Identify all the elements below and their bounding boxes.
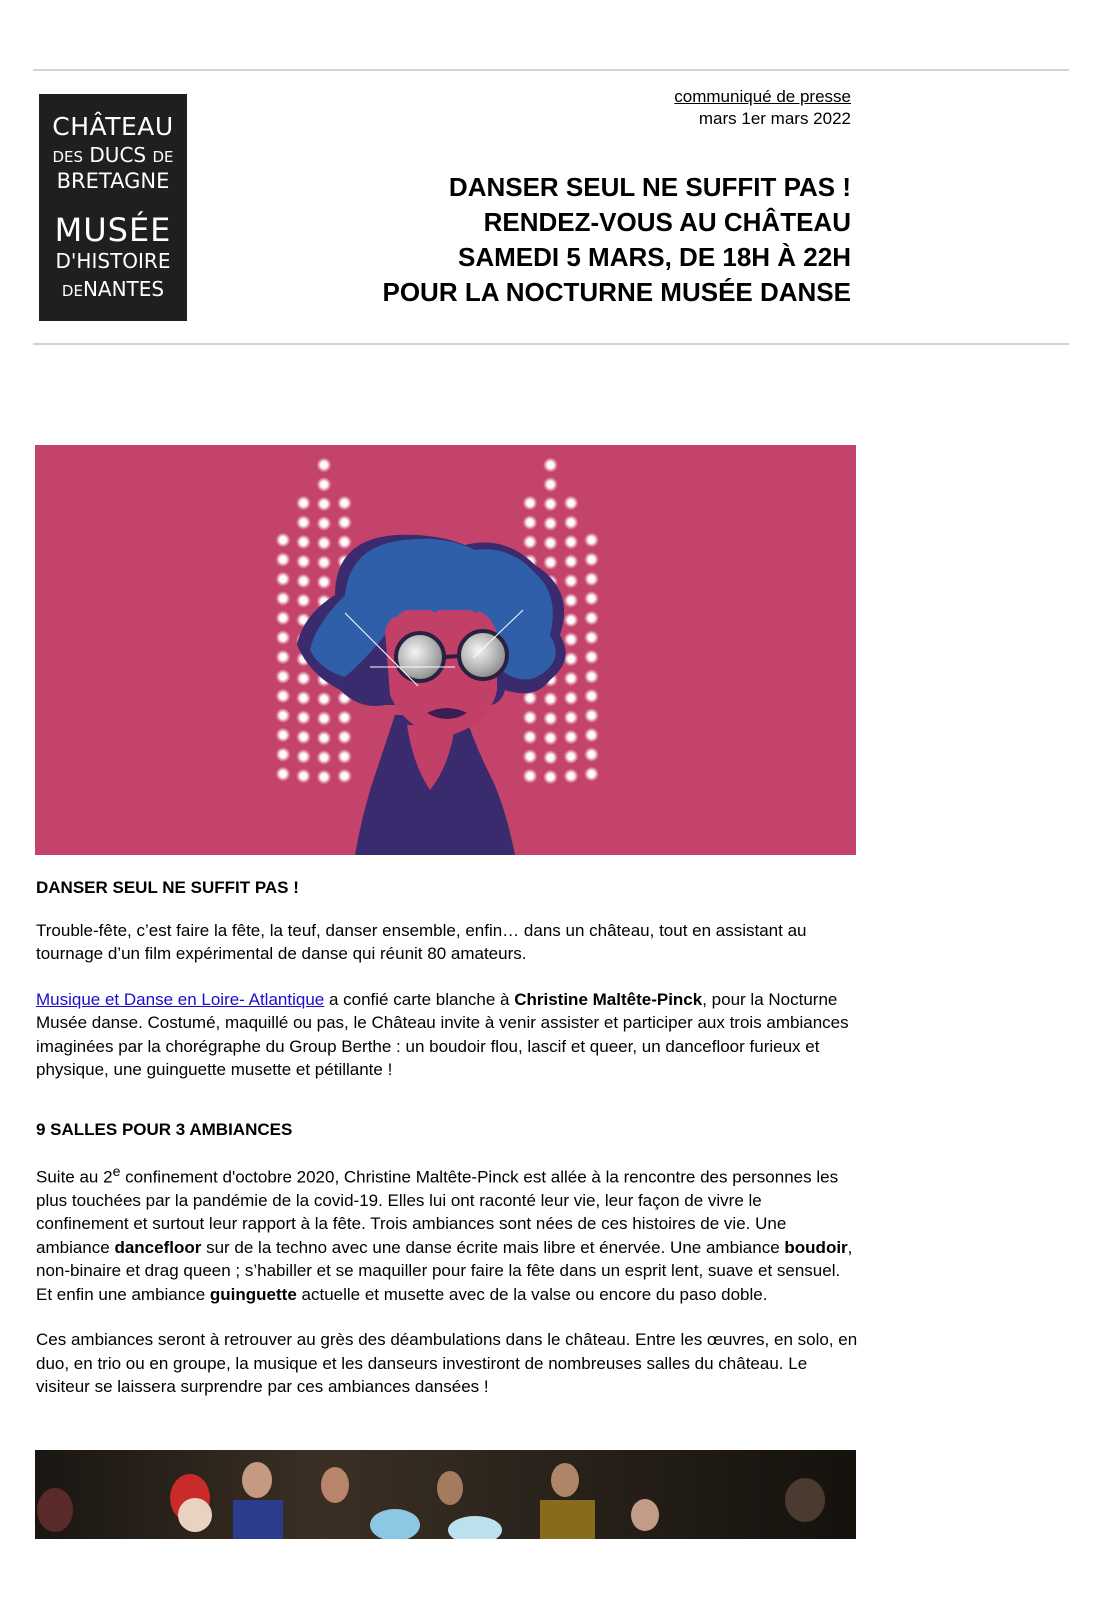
light-dot <box>543 750 558 765</box>
text-run: a confié carte blanche à <box>324 989 515 1009</box>
light-dot <box>584 747 599 762</box>
light-dot <box>564 593 579 608</box>
light-dot <box>523 769 538 784</box>
dancer <box>178 1498 212 1532</box>
headline-line: SAMEDI 5 MARS, DE 18H À 22H <box>458 242 851 272</box>
light-dot <box>523 710 538 725</box>
light-dot <box>564 535 579 550</box>
light-dot <box>276 650 291 665</box>
text-run: , non-binaire et drag queen ; s’habiller et se maquiller pour faire la fête dans un esprit lent, suave et sensuel. Et enfin une ambiance <box>36 1237 853 1304</box>
main-headline <box>382 170 851 310</box>
light-dot <box>317 731 332 746</box>
dancer <box>551 1463 579 1497</box>
light-dot <box>317 750 332 765</box>
logo-line-chateau: CHÂTEAU <box>52 112 174 141</box>
light-dot <box>584 611 599 626</box>
light-dot <box>276 767 291 782</box>
light-dot <box>523 515 538 530</box>
ambiance-boudoir: boudoir <box>784 1237 848 1257</box>
light-dot <box>584 533 599 548</box>
light-dot <box>584 650 599 665</box>
dancer <box>233 1500 283 1539</box>
light-dot <box>317 711 332 726</box>
glasses-bridge <box>444 656 459 657</box>
light-dot <box>337 710 352 725</box>
light-dot <box>564 554 579 569</box>
section-1 <box>36 876 858 1082</box>
light-dot <box>296 749 311 764</box>
light-dot <box>317 692 332 707</box>
chateau-logo <box>39 94 187 321</box>
light-dot <box>296 671 311 686</box>
light-dot <box>523 730 538 745</box>
superscript: e <box>112 1163 121 1180</box>
light-dot <box>276 669 291 684</box>
light-dot <box>276 533 291 548</box>
logo-ducs: DUCS <box>89 143 147 167</box>
press-meta <box>674 86 851 130</box>
doc-date: mars 1er mars 2022 <box>698 109 851 128</box>
musique-danse-link[interactable]: Musique et Danse en Loire- Atlantique <box>36 989 325 1009</box>
light-dot <box>296 769 311 784</box>
logo-de: DE <box>152 148 174 166</box>
text-run: actuelle et musette avec de la valse ou encore du paso doble. <box>296 1284 768 1304</box>
light-dot <box>584 728 599 743</box>
light-dot <box>564 613 579 628</box>
bottom-divider <box>33 343 1069 345</box>
light-dot <box>584 767 599 782</box>
light-dot <box>564 632 579 647</box>
light-dot <box>564 496 579 511</box>
light-dot <box>584 708 599 723</box>
nocturne-illustration <box>35 445 856 855</box>
light-dot <box>296 515 311 530</box>
text-run: , pour la Nocturne Musée danse. Costumé, maquillé ou pas, le Château invite à venir assister et participer aux trois ambiances imaginées par la chorégraphe du Group Berthe : un boudoir flou, lascif et queer, un dancefloor furieux et physique, une guinguette musette et pétillante ! <box>36 989 849 1079</box>
light-dot <box>543 770 558 785</box>
light-dot <box>564 574 579 589</box>
headline-line: DANSER SEUL NE SUFFIT PAS ! <box>448 172 851 202</box>
light-dot <box>564 671 579 686</box>
ambiance-dancefloor: dancefloor <box>114 1237 202 1257</box>
light-dot <box>543 555 558 570</box>
dancers-photo <box>35 1450 856 1539</box>
logo-nantes: NANTES <box>82 277 165 301</box>
logo-line-bretagne: BRETAGNE <box>56 169 170 193</box>
light-dot <box>584 552 599 567</box>
light-dot <box>337 515 352 530</box>
logo-line-histoire: D'HISTOIRE <box>55 249 171 273</box>
light-dot <box>276 747 291 762</box>
light-dot <box>564 769 579 784</box>
light-dot <box>337 749 352 764</box>
text-run: Suite au 2 <box>36 1167 113 1187</box>
headline-line: RENDEZ-VOUS AU CHÂTEAU <box>483 207 851 237</box>
light-dot <box>296 496 311 511</box>
light-dot <box>543 497 558 512</box>
dancer <box>785 1478 825 1522</box>
dancer <box>242 1462 272 1498</box>
left-lens <box>396 633 444 681</box>
doc-type: communiqué de presse <box>674 87 851 106</box>
dancer <box>321 1467 349 1503</box>
light-dot <box>296 691 311 706</box>
dancer <box>631 1499 659 1531</box>
light-dot <box>317 575 332 590</box>
light-dot <box>543 477 558 492</box>
light-dot <box>584 591 599 606</box>
light-dot <box>584 669 599 684</box>
light-dot <box>296 554 311 569</box>
light-dot <box>564 749 579 764</box>
light-dot <box>543 731 558 746</box>
section-1-paragraph-2 <box>36 988 858 1082</box>
text-run: sur de la techno avec une danse écrite mais libre et énervée. Une ambiance <box>201 1237 785 1257</box>
light-dot <box>276 611 291 626</box>
section-2-paragraph-2: Ces ambiances seront à retrouver au grès des déambulations dans le château. Entre les œuvres, en solo, en duo, en trio ou en groupe, la musique et les danseurs investiront de nombreuses salles du château. Le visiteur se laissera surprendre par ces ambiances dansées ! <box>36 1330 858 1397</box>
light-dot <box>317 555 332 570</box>
logo-line-ducs <box>39 143 187 167</box>
light-dot <box>337 730 352 745</box>
ambiance-guinguette: guinguette <box>209 1284 297 1304</box>
light-dot <box>276 572 291 587</box>
light-dot <box>276 708 291 723</box>
light-dot <box>564 710 579 725</box>
light-dot <box>276 728 291 743</box>
light-dot <box>276 552 291 567</box>
logo-line-nantes <box>39 277 187 301</box>
light-dot <box>337 769 352 784</box>
light-dot <box>523 496 538 511</box>
light-dot <box>317 536 332 551</box>
headline-line: POUR LA NOCTURNE MUSÉE DANSE <box>382 277 851 307</box>
light-dot <box>543 516 558 531</box>
light-dot <box>296 593 311 608</box>
light-dot <box>543 692 558 707</box>
light-dot <box>317 516 332 531</box>
dancer <box>37 1488 73 1532</box>
light-dot <box>564 515 579 530</box>
section-1-title: DANSER SEUL NE SUFFIT PAS ! <box>36 878 299 897</box>
light-dot <box>296 730 311 745</box>
light-dot <box>584 630 599 645</box>
light-dot <box>337 496 352 511</box>
top-divider <box>33 69 1069 71</box>
light-dot <box>317 477 332 492</box>
light-dot <box>564 691 579 706</box>
light-dot <box>276 591 291 606</box>
logo-des: DES <box>52 148 84 166</box>
light-dot <box>296 710 311 725</box>
logo-line-musee: MUSÉE <box>54 211 172 249</box>
section-2-title: 9 SALLES POUR 3 AMBIANCES <box>36 1120 293 1139</box>
section-2 <box>36 1118 858 1399</box>
light-dot <box>523 535 538 550</box>
section-1-paragraph-1: Trouble-fête, c’est faire la fête, la teuf, danser ensemble, enfin… dans un château, tout en assistant au tournage d’un film expérimental de danse qui réunit 80 amateurs. <box>36 920 807 963</box>
dancer <box>437 1471 463 1505</box>
light-dot <box>543 536 558 551</box>
light-dot <box>296 535 311 550</box>
right-lens <box>459 631 507 679</box>
choreographer-name: Christine Maltête-Pinck <box>514 989 703 1009</box>
light-dot <box>543 711 558 726</box>
light-dot <box>337 535 352 550</box>
light-dot <box>317 497 332 512</box>
light-dot <box>276 630 291 645</box>
dancer <box>540 1500 595 1539</box>
light-dot <box>584 572 599 587</box>
section-2-paragraph-1 <box>36 1161 858 1307</box>
light-dot <box>564 730 579 745</box>
light-dot <box>543 458 558 473</box>
light-dot <box>564 652 579 667</box>
logo-de-2: DE <box>61 282 83 300</box>
light-dot <box>317 770 332 785</box>
light-dot <box>584 689 599 704</box>
light-dot <box>317 458 332 473</box>
light-dot <box>523 749 538 764</box>
light-dot <box>296 574 311 589</box>
text-run: confinement d'octobre 2020, Christine Maltête-Pinck est allée à la rencontre des personnes les plus touchées par la pandémie de la covid-19. Elles lui ont raconté leur vie, leur façon de vivre le confinement et surtout leur rapport à la fête. Trois ambiances sont nées de ces histoires de vie. Une ambiance <box>36 1167 839 1257</box>
light-dot <box>276 689 291 704</box>
